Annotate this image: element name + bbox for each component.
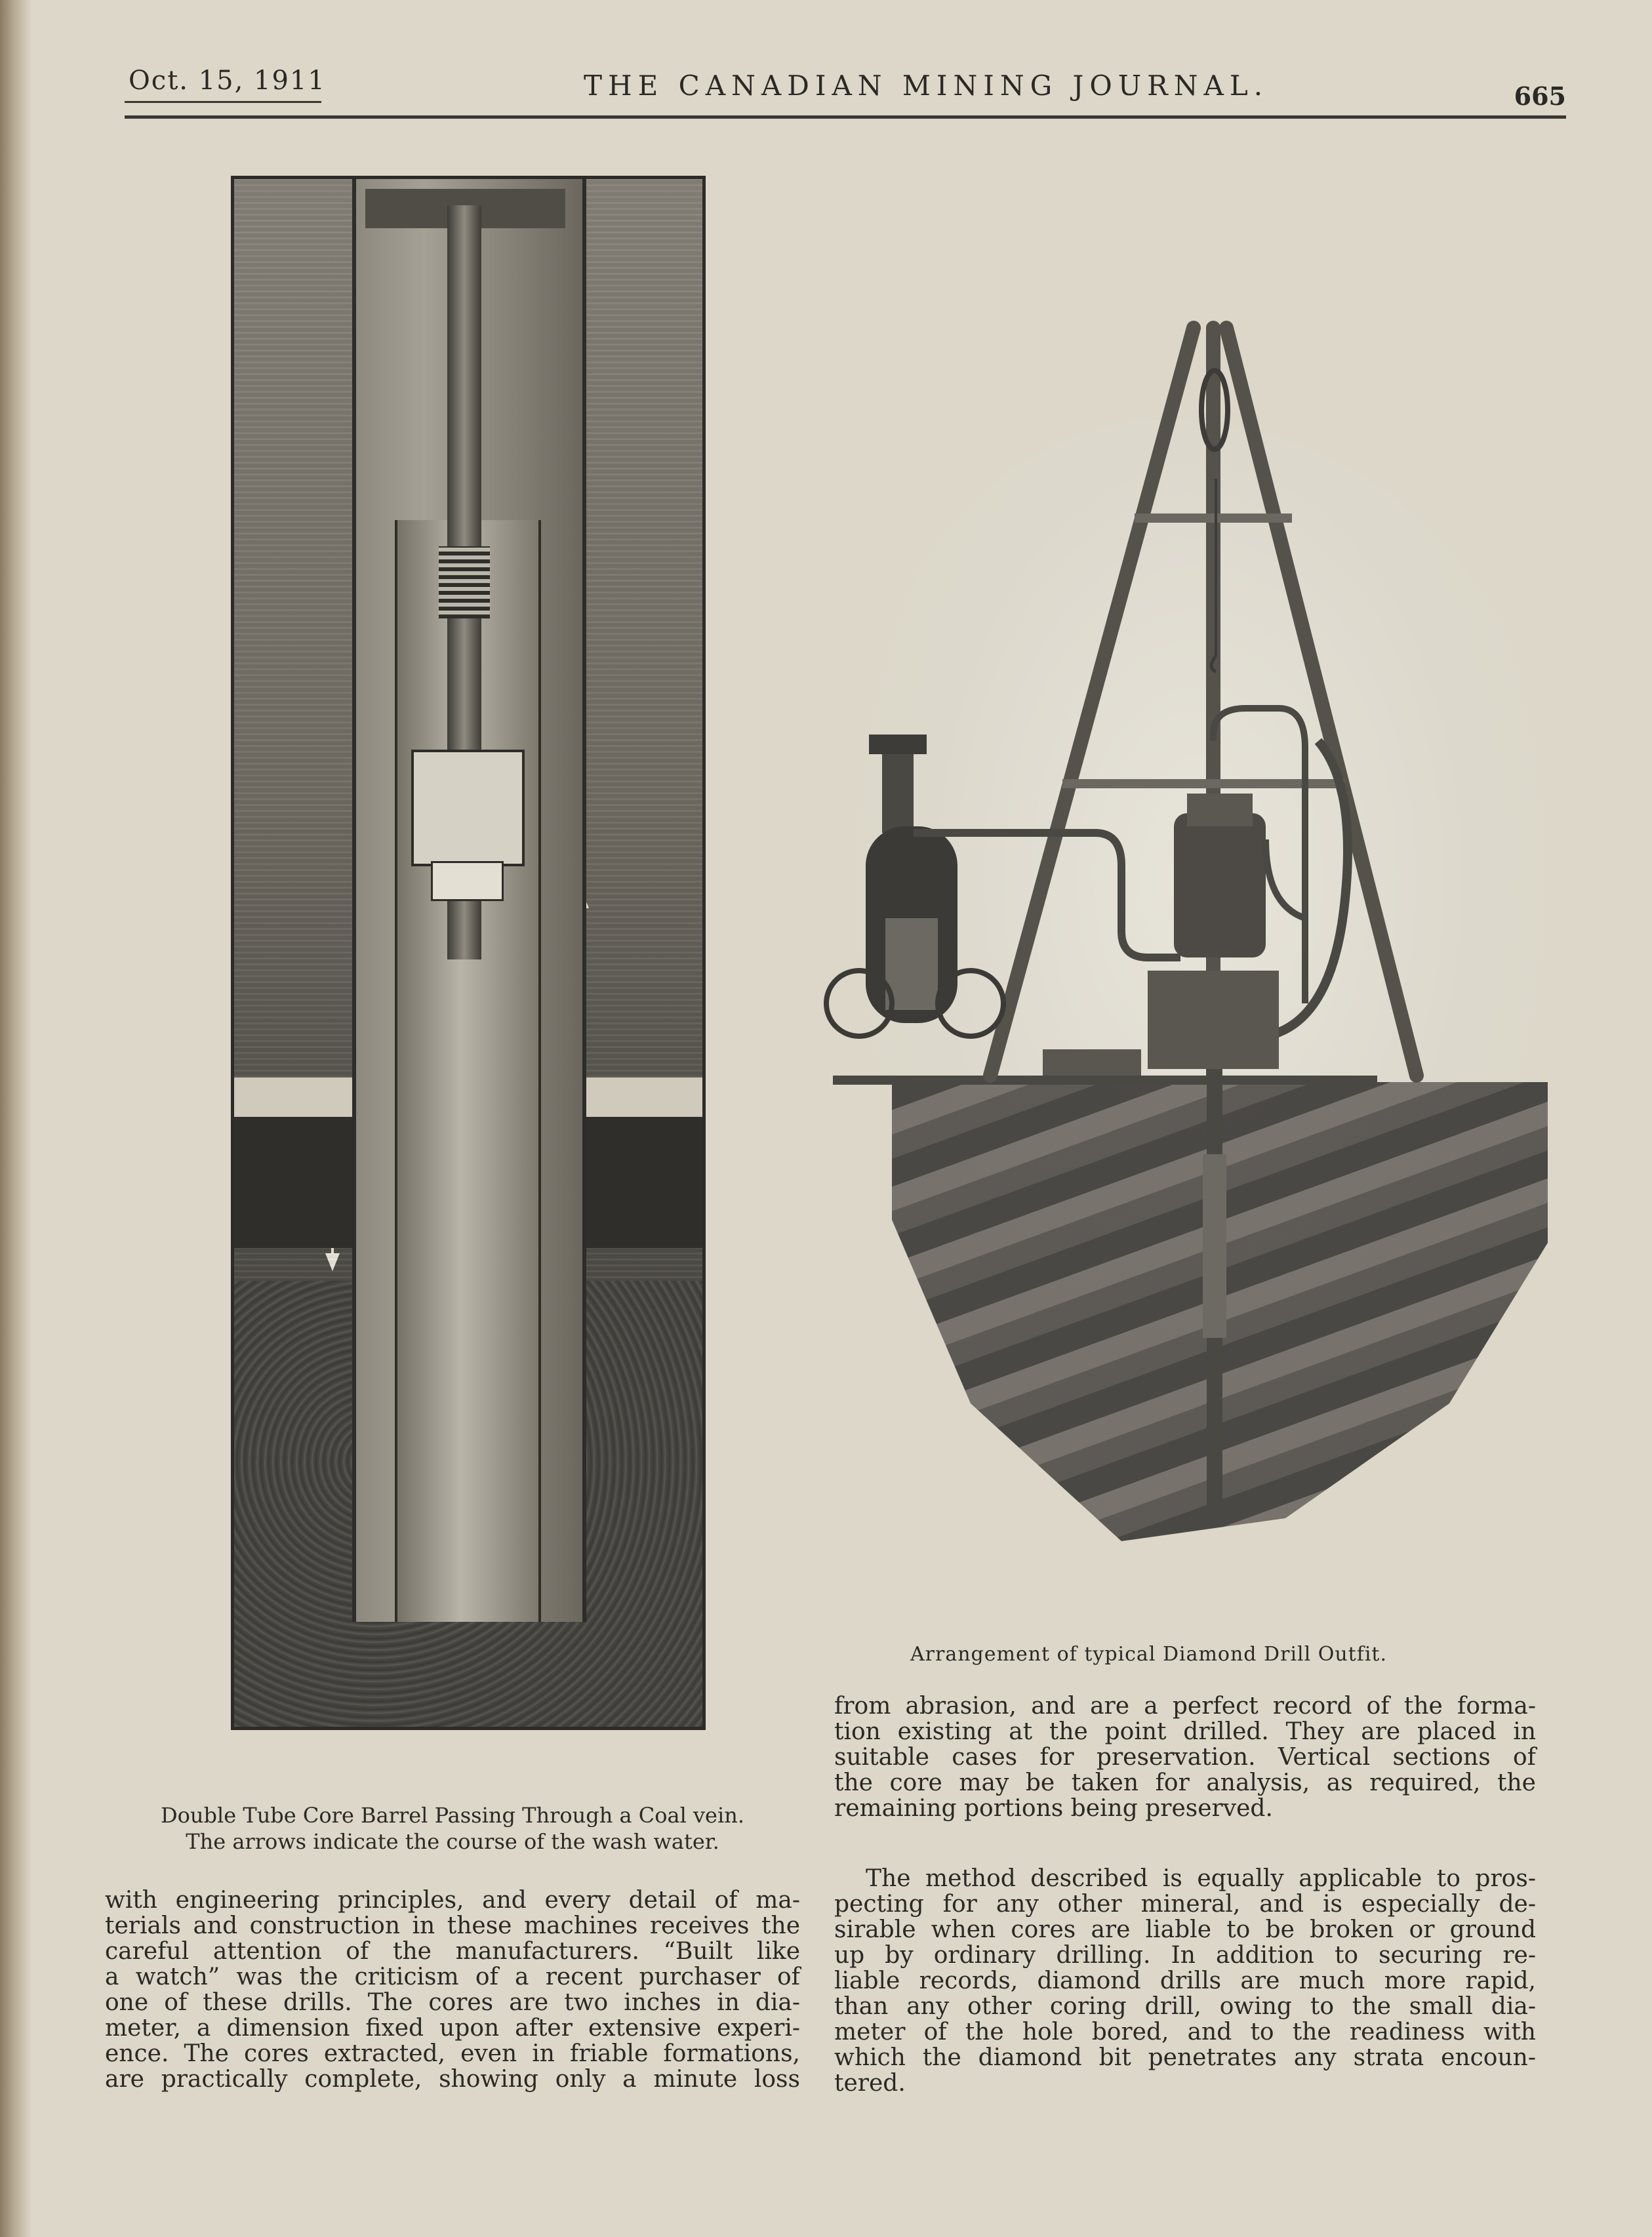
text-line: terials and construction in these machines receives the xyxy=(105,1912,800,1939)
right-text-paragraph-2 xyxy=(834,1866,1536,2096)
text-line: remaining portions being preserved. xyxy=(834,1795,1273,1822)
right-text-paragraph-1 xyxy=(834,1693,1536,1821)
text-line: a watch” was the criticism of a recent purchaser of xyxy=(105,1964,800,1990)
text-line: tered. xyxy=(834,2070,906,2097)
drill-rig-drawing xyxy=(820,315,1548,1613)
text-line: sirable when cores are liable to be broken or ground xyxy=(834,1916,1536,1943)
text-line: meter of the hole bored, and to the readiness with xyxy=(834,2019,1536,2046)
journal-title: THE CANADIAN MINING JOURNAL. xyxy=(584,70,1269,102)
page-number: 665 xyxy=(1514,81,1566,111)
bearing-block xyxy=(411,750,525,866)
text-line: from abrasion, and are a perfect record of the forma- xyxy=(834,1693,1536,1720)
header-rule xyxy=(125,115,1566,119)
paragraph xyxy=(834,1866,1536,2096)
text-line: are practically complete, showing only a minute loss xyxy=(105,2066,800,2093)
page-header xyxy=(125,63,1566,122)
text-line: pecting for any other mineral, and is especially de- xyxy=(834,1891,1536,1918)
left-figure-caption xyxy=(125,1802,780,1855)
text-line: ence. The cores extracted, even in friable formations, xyxy=(105,2040,800,2067)
text-line: suitable cases for preservation. Vertical sections of xyxy=(834,1744,1536,1771)
text-line: the core may be taken for analysis, as required, the xyxy=(834,1769,1536,1796)
diamond-drill-illustration xyxy=(820,315,1548,1613)
header-rule-short xyxy=(125,101,321,103)
left-caption-line2: The arrows indicate the course of the wash water. xyxy=(186,1829,719,1854)
text-line: meter, a dimension fixed upon after extensive experi- xyxy=(105,2015,800,2042)
swivel-spring xyxy=(439,546,490,618)
text-line: The method described is equally applicable to pros- xyxy=(866,1865,1536,1892)
text-line: up by ordinary drilling. In addition to securing re- xyxy=(834,1942,1536,1969)
core-barrel-illustration xyxy=(231,176,706,1730)
text-line: with engineering principles, and every detail of ma- xyxy=(105,1887,800,1914)
text-line: which the diamond bit penetrates any strata encoun- xyxy=(834,2044,1536,2071)
text-line: tion existing at the point drilled. They are placed in xyxy=(834,1718,1536,1745)
inner-tube-plug xyxy=(431,861,504,901)
left-text-column xyxy=(105,1887,800,2092)
text-line: careful attention of the manufacturers. “Built like xyxy=(105,1938,800,1965)
paragraph xyxy=(105,1887,800,2092)
text-line: one of these drills. The cores are two inches in dia- xyxy=(105,1989,800,2016)
text-line: liable records, diamond drills are much more rapid, xyxy=(834,1967,1536,1994)
left-caption-line1: Double Tube Core Barrel Passing Through a Coal vein. xyxy=(160,1803,744,1828)
right-figure-caption: Arrangement of typical Diamond Drill Outfit. xyxy=(910,1643,1388,1666)
issue-date: Oct. 15, 1911 xyxy=(129,66,326,96)
paragraph xyxy=(834,1693,1536,1821)
page-binding-shadow xyxy=(0,0,31,2237)
text-line: than any other coring drill, owing to the small dia- xyxy=(834,1993,1536,2020)
